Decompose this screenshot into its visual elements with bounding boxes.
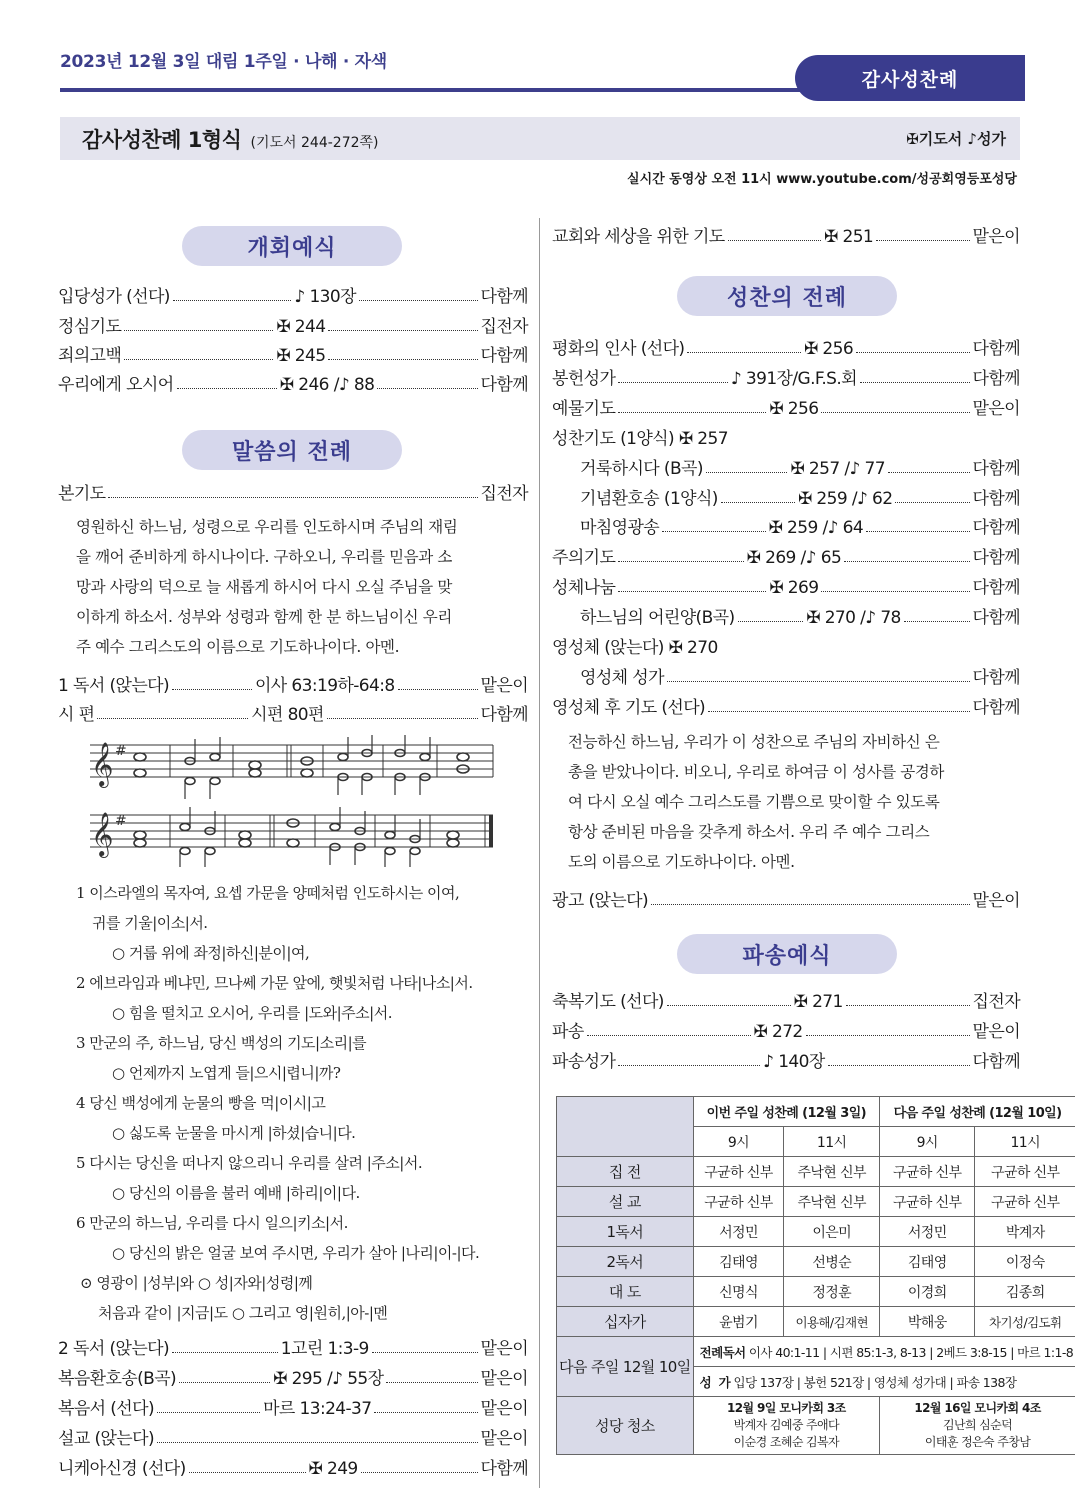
order-row: 교회와 세상을 위한 기도 ✠ 251 맡은이 xyxy=(552,227,1020,247)
order-row: 입당성가 (선다) ♪ 130장 다함께 xyxy=(58,287,528,307)
next-readings: 전례독서 이사 40:1-11 | 시편 85:1-3, 8-13 | 2베드 3:8-15 | 마르 1:1-8 xyxy=(693,1337,1075,1367)
table-row: 1독서 서정민 이은미 서정민 박계자 xyxy=(557,1217,1075,1247)
order-row: 파송 ✠ 272 맡은이 xyxy=(552,1022,1021,1042)
order-row: 축복기도 (선다) ✠ 271 집전자 xyxy=(552,992,1021,1012)
cleaning-group: 12월 16일 모니카회 4조 김난희 심순덕 이태훈 정은숙 주창남 xyxy=(880,1397,1075,1455)
order-row: 예물기도 ✠ 256 맡은이 xyxy=(552,399,1020,419)
psalm-verse: ○ 싫도록 눈물을 마시게 |하셨|습니|다. xyxy=(112,1124,356,1142)
psalm-gloria: ⊙ 영광이 |성부|와 ○ 성|자와|성령|께 xyxy=(80,1274,313,1292)
svg-text:#: # xyxy=(115,813,127,829)
order-row: 시 편 시편 80편 다함께 xyxy=(58,705,528,725)
next-hymns: 성 가 입당 137장 | 봉헌 521장 | 영성체 성가대 | 파송 138장 xyxy=(693,1367,1075,1397)
livestream-info: 실시간 동영상 오전 11시 www.youtube.com/성공회영등포성당 xyxy=(627,172,1017,187)
order-row: 1 독서 (앉는다) 이사 63:19하-64:8 맡은이 xyxy=(58,676,529,696)
order-row: 죄의고백 ✠ 245 다함께 xyxy=(58,346,528,366)
psalm-verse: 1 이스라엘의 목자여, 요셉 가문을 양떼처럼 인도하시는 이여, xyxy=(76,884,460,902)
order-row: 기념환호송 (1양식) ✠ 259 /♪ 62 다함께 xyxy=(580,489,1021,509)
service-date: 2023년 12월 3일 대림 1주일 · 나해 · 자색 xyxy=(60,52,387,72)
order-row: 영성체 성가 다함께 xyxy=(580,668,1020,688)
section-word: 말씀의 전례 xyxy=(182,430,402,470)
order-row: 광고 (앉는다) 맡은이 xyxy=(552,891,1020,911)
ministry-schedule-table xyxy=(556,1096,1075,1455)
table-row: 십자가 윤범기 이용해/김재현 박해웅 차기성/김도휘 xyxy=(557,1307,1075,1337)
rite-title: 감사성찬례 1형식 (기도서 244-272쪽) xyxy=(82,127,379,152)
table-row: 9시 11시 9시 11시 xyxy=(557,1127,1075,1157)
psalm-tone-music xyxy=(85,733,495,868)
psalm-verse: ○ 힘을 떨치고 오시어, 우리를 |도와|주소|서. xyxy=(112,1004,392,1022)
collect-prayer: 영원하신 하느님, 성령으로 우리를 인도하시며 주님의 재림 을 깨어 준비하게 하시나이다. 구하오니, 우리를 믿음과 소 망과 사랑의 덕으로 늘 새롭게 하시어 다시 오실 주님을 맞 이하게 하소서. 성부와 성령과 함께 한 분 하느님이신 우리 주 예수 그리스도의 이름으로 기도하나이다. 아멘. xyxy=(76,518,458,656)
order-row: 마침영광송 ✠ 259 /♪ 64 다함께 xyxy=(580,518,1021,538)
svg-text:𝄞: 𝄞 xyxy=(91,812,114,856)
order-row: 성체나눔 ✠ 269 다함께 xyxy=(552,578,1020,598)
psalm-verse: 5 다시는 당신을 떠나지 않으리니 우리를 살려 |주소|서. xyxy=(76,1154,423,1172)
post-communion-prayer: 전능하신 하느님, 우리가 이 성찬으로 주님의 자비하신 은 총을 받았나이다. 비오니, 우리로 하여금 이 성사를 공경하 여 다시 오실 예수 그리스도를 기쁨으로 맞이할 수 있도록 항상 준비된 마음을 갖추게 하소서. 우리 주 예수 그리스 도의 이름으로 기도하나이다. 아멘. xyxy=(568,733,944,871)
symbol-legend: ✠기도서 ♪성가 xyxy=(906,130,1006,148)
order-row: 2 독서 (앉는다) 1고린 1:3-9 맡은이 xyxy=(58,1339,529,1359)
psalm-verse: ○ 당신의 밝은 얼굴 보여 주시면, 우리가 살아 |나리|이-|다. xyxy=(112,1244,480,1262)
section-opening: 개회예식 xyxy=(182,226,402,266)
table-row: 2독서 김태영 선병순 김태영 이정숙 xyxy=(557,1247,1075,1277)
table-row xyxy=(557,1397,1075,1455)
section-eucharist: 성찬의 전례 xyxy=(677,276,897,316)
cleaning-label: 성당 청소 xyxy=(557,1397,694,1455)
cleaning-group: 12월 9일 모니카회 3조 박계자 김예중 주애다 이순경 조혜순 김복자 xyxy=(693,1397,879,1455)
rite-title-bar xyxy=(60,117,1020,160)
order-row: 설교 (앉는다) 맡은이 xyxy=(58,1429,528,1449)
psalm-verse: 6 만군의 하느님, 우리를 다시 일으|키소|서. xyxy=(76,1214,348,1232)
psalm-verse: 2 에브라임과 베냐민, 므나쎄 가문 앞에, 햇빛처럼 나타|나소|서. xyxy=(76,974,473,992)
table-row: 설 교 구균하 신부 주낙현 신부 구균하 신부 구균하 신부 xyxy=(557,1187,1075,1217)
eucharistic-prayer-heading: 성찬기도 (1양식) ✠ 257 xyxy=(552,429,728,449)
rite-subtitle: (기도서 244-272쪽) xyxy=(250,134,379,151)
table-row xyxy=(557,1097,1075,1127)
svg-text:𝄞: 𝄞 xyxy=(91,742,114,786)
next-sunday-label: 다음 주일 12월 10일 xyxy=(557,1337,694,1397)
psalm-verse: 귀를 기울|이소|서. xyxy=(92,914,208,932)
section-dismissal: 파송예식 xyxy=(677,934,897,974)
order-row: 거룩하시다 (B곡) ✠ 257 /♪ 77 다함께 xyxy=(580,459,1021,479)
svg-text:#: # xyxy=(115,743,127,759)
section-badge: 감사성찬례 xyxy=(795,55,1025,101)
order-row: 복음서 (선다) 마르 13:24-37 맡은이 xyxy=(58,1399,529,1419)
order-row: 복음환호송(B곡) ✠ 295 /♪ 55장 맡은이 xyxy=(58,1369,528,1389)
psalm-verse: ○ 거룹 위에 좌정|하신|분이|여, xyxy=(112,944,310,962)
psalm-verse: ○ 언제까지 노엽게 들|으시|렵니|까? xyxy=(112,1064,341,1082)
table-row: 대 도 신명식 정정훈 이경희 김종희 xyxy=(557,1277,1075,1307)
table-row xyxy=(557,1337,1075,1367)
order-row: 본기도 집전자 xyxy=(58,484,528,504)
order-row: 파송성가 ♪ 140장 다함께 xyxy=(552,1052,1021,1072)
order-row: 하느님의 어린양(B곡) ✠ 270 /♪ 78 다함께 xyxy=(580,608,1020,628)
column-divider xyxy=(539,218,540,1488)
psalm-gloria: 처음과 같이 |지금|도 ○ 그리고 영|원히,|아-|멘 xyxy=(98,1304,388,1322)
order-row: 정심기도 ✠ 244 집전자 xyxy=(58,317,528,337)
order-row: 주의기도 ✠ 269 /♪ 65 다함께 xyxy=(552,548,1020,568)
order-row: 봉헌성가 ♪ 391장/G.F.S.회 다함께 xyxy=(552,369,1020,389)
psalm-verse: ○ 당신의 이름을 불러 예배 |하리|이|다. xyxy=(112,1184,360,1202)
next-week-header: 다음 주일 성찬례 (12월 10일) xyxy=(880,1097,1075,1127)
psalm-verse: 4 당신 백성에게 눈물의 빵을 먹|이시|고 xyxy=(76,1094,326,1112)
psalm-verse: 3 만군의 주, 하느님, 당신 백성의 기도|소리|를 xyxy=(76,1034,367,1052)
order-row: 평화의 인사 (선다) ✠ 256 다함께 xyxy=(552,339,1021,359)
order-row: 영성체 후 기도 (선다) 다함께 xyxy=(552,698,1020,718)
order-row: 우리에게 오시어 ✠ 246 /♪ 88 다함께 xyxy=(58,375,529,395)
order-row: 니케아신경 (선다) ✠ 249 다함께 xyxy=(58,1459,529,1479)
this-week-header: 이번 주일 성찬례 (12월 3일) xyxy=(693,1097,879,1127)
table-row: 집 전 구균하 신부 주낙현 신부 구균하 신부 구균하 신부 xyxy=(557,1157,1075,1187)
communion-heading: 영성체 (앉는다) ✠ 270 xyxy=(552,638,718,658)
